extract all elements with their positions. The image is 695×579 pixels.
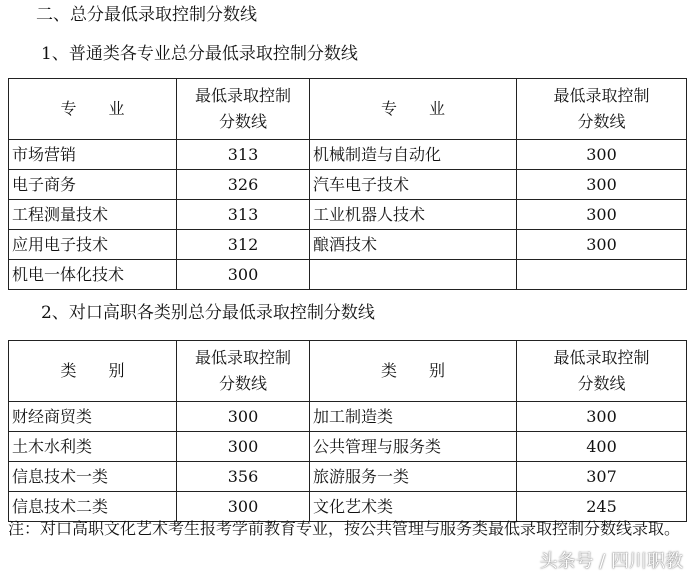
table-row <box>9 432 687 462</box>
major-name: 工业机器人技术 <box>310 200 517 230</box>
min-score: 326 <box>177 170 310 200</box>
min-score: 300 <box>177 260 310 290</box>
min-score: 300 <box>517 170 687 200</box>
min-score: 400 <box>517 432 687 462</box>
min-score: 313 <box>177 140 310 170</box>
column-header-min-score <box>177 79 310 140</box>
table-header-row <box>9 79 687 140</box>
category-name: 加工制造类 <box>310 402 517 432</box>
min-score: 313 <box>177 200 310 230</box>
category-name: 财经商贸类 <box>9 402 177 432</box>
major-name: 酿酒技术 <box>310 230 517 260</box>
min-score: 300 <box>177 402 310 432</box>
section-heading: 二、总分最低录取控制分数线 <box>36 5 257 25</box>
column-header-min-score <box>517 341 687 402</box>
column-header-min-score <box>177 341 310 402</box>
column-header-line: 分数线 <box>577 112 626 131</box>
min-score: 300 <box>517 402 687 432</box>
column-header-line: 最低录取控制 <box>194 86 291 105</box>
major-name: 机电一体化技术 <box>9 260 177 290</box>
min-score: 300 <box>177 432 310 462</box>
category-name: 公共管理与服务类 <box>310 432 517 462</box>
watermark: 头条号 / 四川职教 <box>539 551 683 572</box>
column-header-line: 最低录取控制 <box>553 348 650 367</box>
column-header-major: 专 业 <box>9 79 177 140</box>
category-name: 文化艺术类 <box>310 492 517 522</box>
table-row <box>9 170 687 200</box>
major-name: 机械制造与自动化 <box>310 140 517 170</box>
column-header-category: 类 别 <box>310 341 517 402</box>
major-name: 汽车电子技术 <box>310 170 517 200</box>
min-score: 356 <box>177 462 310 492</box>
category-name: 信息技术二类 <box>9 492 177 522</box>
column-header-min-score <box>517 79 687 140</box>
major-name <box>310 260 517 290</box>
min-score: 245 <box>517 492 687 522</box>
min-score: 300 <box>517 140 687 170</box>
min-score: 300 <box>517 230 687 260</box>
vocational-category-score-table <box>8 340 687 522</box>
min-score: 307 <box>517 462 687 492</box>
table-row <box>9 140 687 170</box>
min-score: 300 <box>517 200 687 230</box>
column-header-line: 分数线 <box>218 374 267 393</box>
column-header-major: 专 业 <box>310 79 517 140</box>
column-header-category: 类 别 <box>9 341 177 402</box>
table-row <box>9 200 687 230</box>
column-header-line: 最低录取控制 <box>553 86 650 105</box>
category-name: 土木水利类 <box>9 432 177 462</box>
footnote: 注：对口高职文化艺术考生报考学前教育专业，按公共管理与服务类最低录取控制分数线录取。 <box>8 519 681 538</box>
category-name: 旅游服务一类 <box>310 462 517 492</box>
table-row <box>9 260 687 290</box>
category-name: 信息技术一类 <box>9 462 177 492</box>
table-row <box>9 402 687 432</box>
column-header-line: 分数线 <box>577 374 626 393</box>
column-header-line: 最低录取控制 <box>194 348 291 367</box>
major-name: 工程测量技术 <box>9 200 177 230</box>
major-name: 应用电子技术 <box>9 230 177 260</box>
min-score <box>517 260 687 290</box>
major-name: 市场营销 <box>9 140 177 170</box>
major-name: 电子商务 <box>9 170 177 200</box>
min-score: 300 <box>177 492 310 522</box>
min-score: 312 <box>177 230 310 260</box>
general-category-score-table <box>8 78 687 290</box>
table-row <box>9 230 687 260</box>
table-row <box>9 462 687 492</box>
table-header-row <box>9 341 687 402</box>
table-1-heading: 1、普通类各专业总分最低录取控制分数线 <box>41 44 358 64</box>
column-header-line: 分数线 <box>218 112 267 131</box>
table-2-heading: 2、对口高职各类别总分最低录取控制分数线 <box>41 303 375 323</box>
